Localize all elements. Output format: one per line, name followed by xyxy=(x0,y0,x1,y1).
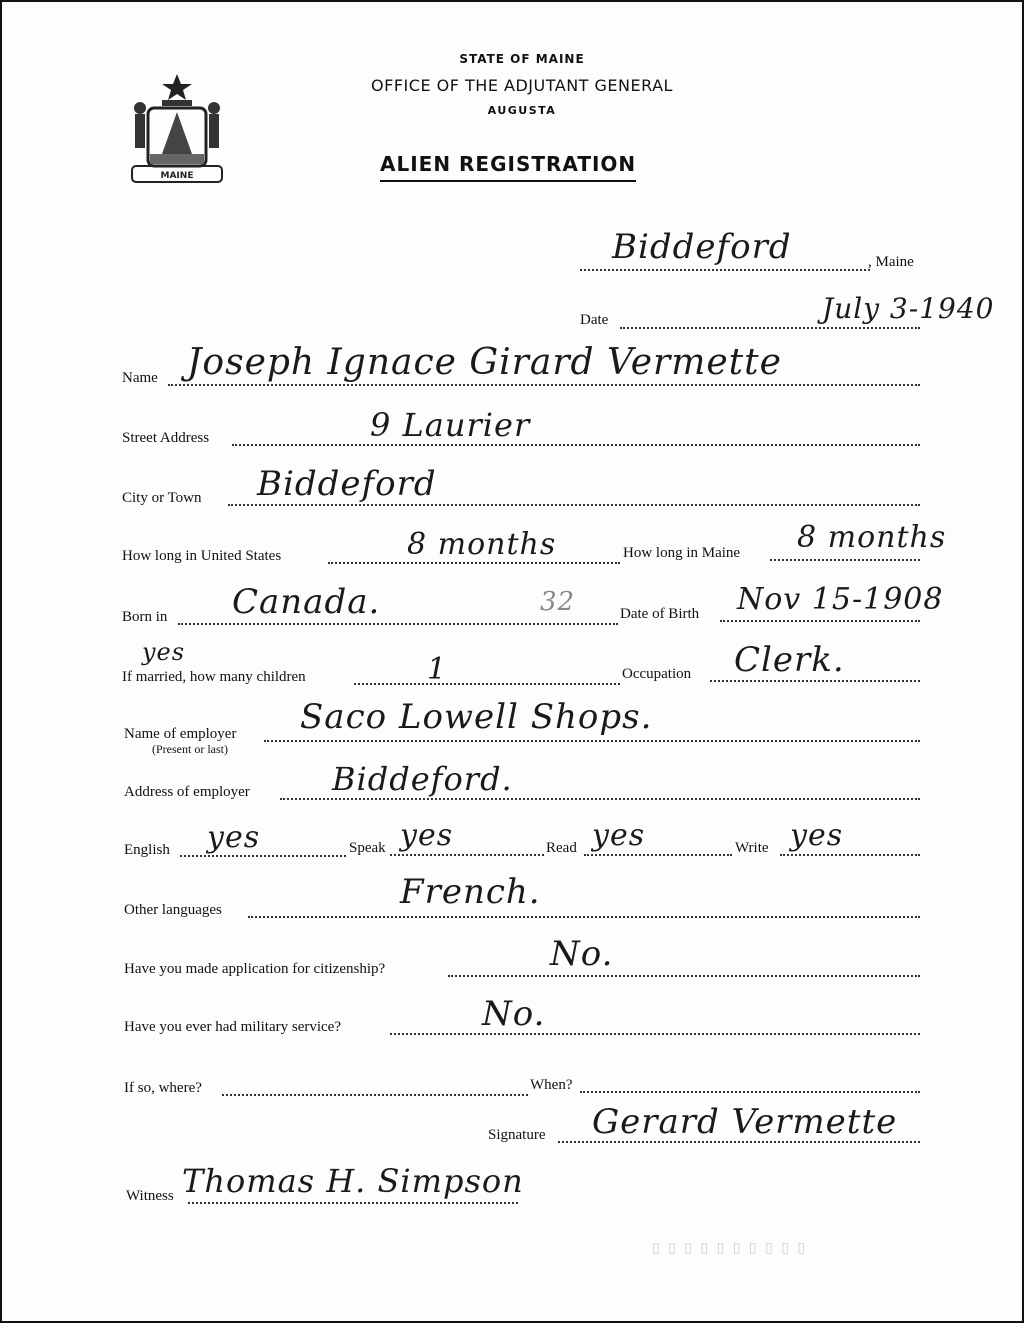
speak-label: Speak xyxy=(349,840,386,856)
signature-label: Signature xyxy=(488,1127,546,1143)
office-heading: OFFICE OF THE ADJUTANT GENERAL xyxy=(371,76,673,95)
street-label: Street Address xyxy=(122,430,210,446)
birthplace-entry: Canada. xyxy=(232,582,381,622)
witness-label: Witness xyxy=(126,1188,174,1204)
other-languages-label: Other languages xyxy=(124,902,222,918)
employer-address-label: Address of employer xyxy=(124,784,250,800)
seal-banner-text: MAINE xyxy=(160,171,194,181)
when-label: When? xyxy=(530,1077,573,1093)
name-label: Name xyxy=(122,370,158,386)
employer-label: Name of employer xyxy=(124,726,237,742)
other-languages-entry: French. xyxy=(400,872,541,912)
children-entry: 1 xyxy=(427,652,448,687)
date-entry: July 3-1940 xyxy=(822,292,995,325)
date-label: Date xyxy=(580,312,609,328)
maine-suffix-label: , Maine xyxy=(868,254,914,270)
military-label: Have you ever had military service? xyxy=(124,1019,341,1035)
us-duration-label: How long in United States xyxy=(122,548,282,564)
us-duration-entry: 8 months xyxy=(407,527,557,562)
write-entry: yes xyxy=(790,818,844,853)
age-annotation: 32 xyxy=(540,587,576,617)
name-entry: Joseph Ignace Girard Vermette xyxy=(187,342,782,383)
faint-stamp: ▯ ▯ ▯ ▯ ▯ ▯ ▯ ▯ ▯ ▯ xyxy=(652,1240,808,1256)
employer-sublabel: (Present or last) xyxy=(152,742,228,756)
english-entry: yes xyxy=(207,820,261,855)
form-title: ALIEN REGISTRATION xyxy=(380,152,636,182)
read-label: Read xyxy=(546,840,577,856)
occupation-entry: Clerk. xyxy=(734,640,845,680)
city-label: City or Town xyxy=(122,490,202,506)
married-entry: yes xyxy=(142,638,186,666)
write-label: Write xyxy=(735,840,769,856)
employer-entry: Saco Lowell Shops. xyxy=(300,697,653,737)
english-label: English xyxy=(124,842,170,858)
speak-entry: yes xyxy=(400,818,454,853)
town-entry: Biddeford xyxy=(612,227,792,267)
occupation-label: Occupation xyxy=(622,666,692,682)
maine-duration-label: How long in Maine xyxy=(623,545,741,561)
signature-entry: Gerard Vermette xyxy=(592,1102,898,1142)
married-label: If married, how many children xyxy=(122,669,306,685)
birthplace-label: Born in xyxy=(122,609,168,625)
maine-state-seal xyxy=(122,70,232,190)
city-heading: AUGUSTA xyxy=(487,104,557,117)
citizenship-entry: No. xyxy=(550,934,614,974)
witness-entry: Thomas H. Simpson xyxy=(182,1162,524,1200)
city-entry: Biddeford xyxy=(257,464,437,504)
where-label: If so, where? xyxy=(124,1080,202,1096)
employer-address-entry: Biddeford. xyxy=(332,760,513,798)
dob-label: Date of Birth xyxy=(620,606,700,622)
citizenship-label: Have you made application for citizenship? xyxy=(124,961,386,977)
dob-entry: Nov 15-1908 xyxy=(737,582,944,617)
read-entry: yes xyxy=(592,818,646,853)
state-heading: STATE OF MAINE xyxy=(459,52,585,66)
maine-duration-entry: 8 months xyxy=(797,520,947,555)
street-entry: 9 Laurier xyxy=(370,406,531,444)
military-entry: No. xyxy=(482,994,546,1034)
